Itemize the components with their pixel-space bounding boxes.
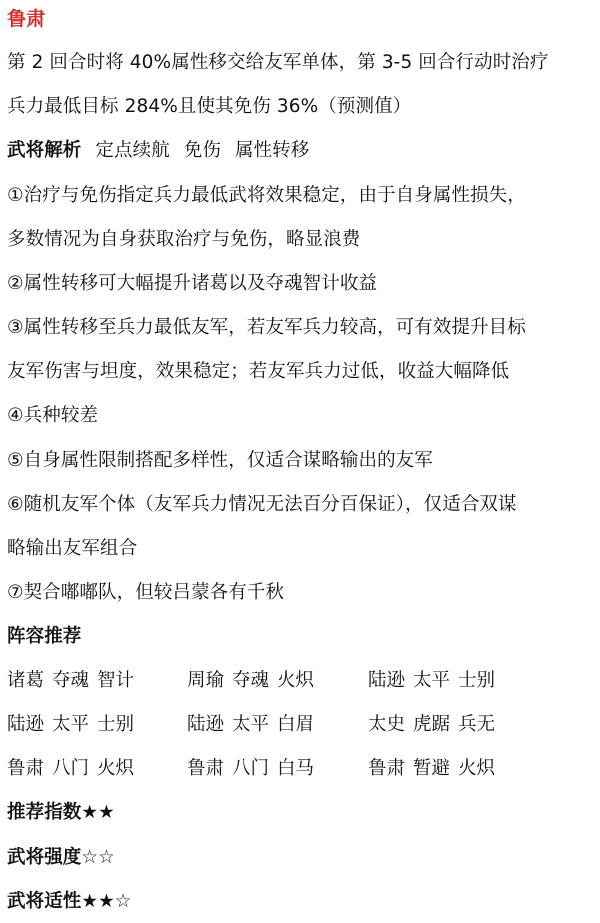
lineup-hero: 鲁肃 [368,758,406,779]
lineup-skill: 虎踞 [413,714,451,735]
lineup-skill: 太平 [413,670,451,691]
lineup-hero: 鲁肃 [7,758,45,779]
lineup-skill: 白眉 [277,714,315,735]
lineup-combo [187,669,368,693]
lineup-combo [187,713,368,737]
point-line: ③属性转移至兵力最低友军，若友军兵力较高，可有效提升目标 [7,317,526,338]
rating-stars: ★★ [81,802,115,823]
lineup-skill: 暂避 [413,758,451,779]
point-line: 略输出友军组合 [7,538,138,559]
lineup-hero: 太史 [368,714,406,735]
rating-suitability [7,890,131,914]
rating-label: 推荐指数 [7,802,82,823]
lineups-heading: 阵容推荐 [7,626,82,647]
point-line: ⑤自身属性限制搭配多样性，仅适合谋略输出的友军 [7,450,433,471]
lineup-skill: 太平 [52,714,90,735]
lineup-skill: 智计 [97,670,135,691]
rating-stars: ☆☆ [81,847,115,868]
analysis-tag: 定点续航 [95,140,170,161]
lineup-skill: 白马 [277,758,315,779]
point-line: ①治疗与免伤指定兵力最低武将效果稳定，由于自身属性损失， [7,185,526,206]
hero-name-title: 鲁肃 [7,8,46,30]
analysis-tag: 免伤 [183,140,221,161]
lineup-row [7,669,549,693]
lineup-skill: 火炽 [277,670,315,691]
lineup-skill: 火炽 [458,758,496,779]
point-line: ②属性转移可大幅提升诸葛以及夺魂智计收益 [7,273,378,294]
analysis-heading [7,139,309,163]
lineup-hero: 鲁肃 [187,758,225,779]
lineup-combo [7,713,187,737]
rating-recommend [7,801,115,825]
rating-label: 武将适性 [7,891,82,912]
intro-line-2: 兵力最低目标 284%且使其免伤 36%（预测值） [7,96,412,117]
rating-label: 武将强度 [7,847,82,868]
point-line: 多数情况为自身获取治疗与免伤，略显浪费 [7,229,361,250]
lineup-skill: 八门 [232,758,270,779]
lineup-skill: 夺魂 [232,670,270,691]
lineup-hero: 陆逊 [7,714,45,735]
lineup-row [7,757,549,781]
analysis-label: 武将解析 [7,140,82,161]
lineup-skill: 太平 [232,714,270,735]
analysis-tag: 属性转移 [234,140,310,161]
lineup-combo [187,757,368,781]
lineup-skill: 八门 [52,758,90,779]
lineup-combo [7,757,187,781]
lineup-skill: 兵无 [458,714,496,735]
lineup-hero: 诸葛 [7,670,45,691]
rating-stars: ★★☆ [81,891,132,912]
lineup-combo [368,713,549,737]
lineup-hero: 周瑜 [187,670,225,691]
lineup-hero: 陆逊 [187,714,225,735]
point-line: ④兵种较差 [7,405,99,426]
lineup-skill: 士别 [458,670,496,691]
point-line: ⑥随机友军个体（友军兵力情况无法百分百保证），仅适合双谋 [7,494,517,515]
lineup-combo [368,757,549,781]
lineup-skill: 士别 [97,714,135,735]
point-line: 友军伤害与坦度，效果稳定；若友军兵力过低，收益大幅降低 [7,361,510,382]
lineup-combo [7,669,187,693]
rating-strength [7,846,115,870]
lineup-skill: 夺魂 [52,670,90,691]
point-line: ⑦契合嘟嘟队，但较吕蒙各有千秋 [7,582,285,603]
lineup-row [7,713,549,737]
intro-line-1: 第 2 回合时将 40%属性移交给友军单体，第 3-5 回合行动时治疗 [7,52,549,73]
lineup-combo [368,669,549,693]
lineup-skill: 火炽 [97,758,135,779]
lineup-hero: 陆逊 [368,670,406,691]
